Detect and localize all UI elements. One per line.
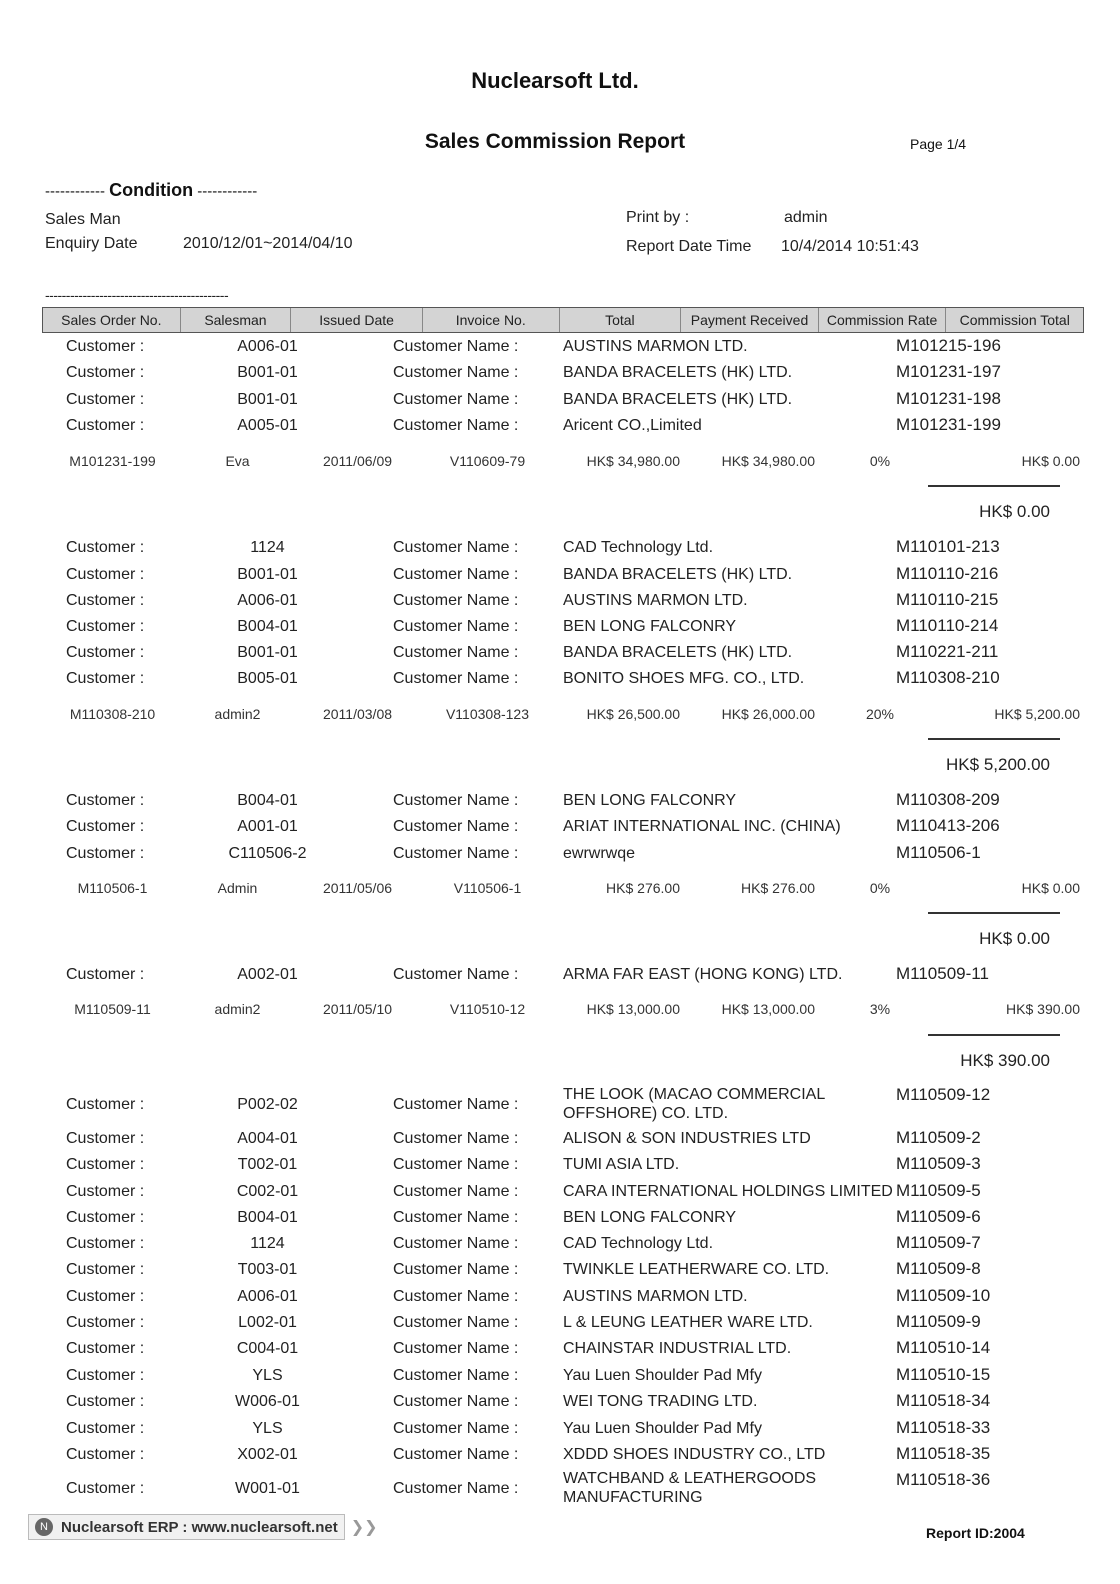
customer-label: Customer : <box>66 566 145 583</box>
sales-order-no: M110110-214 <box>896 616 999 635</box>
sales-order-no: M110518-34 <box>896 1391 991 1410</box>
customer-name: WATCHBAND & LEATHERGOODS MANUFACTURING <box>563 1470 817 1506</box>
detail-issued-date: 2011/06/09 <box>322 453 393 469</box>
detail-commission-rate: 0% <box>869 880 891 896</box>
column-header: Salesman <box>181 308 292 332</box>
customer-name: BANDA BRACELETS (HK) LTD. <box>563 644 793 661</box>
page-indicator: Page 1/4 <box>910 136 967 152</box>
customer-code: C002-01 <box>236 1183 299 1200</box>
customer-code: B005-01 <box>237 670 298 687</box>
customer-name: CAD Technology Ltd. <box>563 539 714 556</box>
detail-sales-order: M101231-199 <box>69 453 156 469</box>
customer-name-label: Customer Name : <box>393 338 519 355</box>
customer-label: Customer : <box>66 1446 145 1463</box>
detail-salesman: Eva <box>225 453 250 469</box>
sales-order-no: M110509-10 <box>896 1286 991 1305</box>
customer-code: B001-01 <box>237 391 298 408</box>
customer-name-label: Customer Name : <box>393 539 519 556</box>
customer-label: Customer : <box>66 845 145 862</box>
customer-name: BANDA BRACELETS (HK) LTD. <box>563 391 793 408</box>
customer-code: A004-01 <box>237 1130 298 1147</box>
detail-commission-rate: 3% <box>869 1001 891 1017</box>
customer-name: CHAINSTAR INDUSTRIAL LTD. <box>563 1340 792 1357</box>
sales-order-no: M110221-211 <box>896 642 999 661</box>
detail-salesman: admin2 <box>214 1001 261 1017</box>
column-header: Invoice No. <box>423 308 560 332</box>
sales-order-no: M110509-11 <box>896 964 989 983</box>
detail-payment-received: HK$ 276.00 <box>741 880 815 896</box>
sales-order-no: M101215-196 <box>896 336 1001 355</box>
sales-order-no: M110509-8 <box>896 1259 981 1278</box>
customer-code: A005-01 <box>237 417 298 434</box>
sales-order-no: M110101-213 <box>896 537 1000 556</box>
customer-name-label: Customer Name : <box>393 1446 519 1463</box>
customer-label: Customer : <box>66 592 145 609</box>
customer-label: Customer : <box>66 1096 145 1113</box>
footer-logo <box>28 1514 380 1540</box>
customer-label: Customer : <box>66 818 145 835</box>
double-chevron-right-icon: ❯❯ <box>350 1519 378 1536</box>
report-title: Sales Commission Report <box>424 130 686 153</box>
customer-label: Customer : <box>66 391 145 408</box>
subtotal-rule <box>928 912 1060 914</box>
customer-code: 1124 <box>250 539 285 556</box>
detail-sales-order: M110308-210 <box>69 706 156 722</box>
detail-total: HK$ 276.00 <box>606 880 680 896</box>
detail-commission-total: HK$ 0.00 <box>1021 453 1080 469</box>
customer-code: YLS <box>252 1420 283 1437</box>
detail-payment-received: HK$ 34,980.00 <box>721 453 815 469</box>
sales-order-no: M110308-210 <box>896 668 1000 687</box>
customer-name-label: Customer Name : <box>393 1096 519 1113</box>
customer-name: CAD Technology Ltd. <box>563 1235 714 1252</box>
customer-name-label: Customer Name : <box>393 417 519 434</box>
sales-man-label: Sales Man <box>45 211 121 228</box>
customer-code: T003-01 <box>237 1261 298 1278</box>
customer-name: AUSTINS MARMON LTD. <box>563 338 748 355</box>
customer-name-label: Customer Name : <box>393 818 519 835</box>
customer-name-label: Customer Name : <box>393 1314 519 1331</box>
customer-label: Customer : <box>66 417 145 434</box>
condition-separator: -------------------------------------------- <box>45 287 229 303</box>
customer-code: X002-01 <box>237 1446 298 1463</box>
customer-label: Customer : <box>66 1314 145 1331</box>
customer-name-label: Customer Name : <box>393 845 519 862</box>
customer-label: Customer : <box>66 1183 145 1200</box>
group-subtotal: HK$ 0.00 <box>979 502 1050 521</box>
customer-name-label: Customer Name : <box>393 670 519 687</box>
customer-label: Customer : <box>66 1261 145 1278</box>
detail-sales-order: M110509-11 <box>74 1001 151 1017</box>
customer-name: BEN LONG FALCONRY <box>563 618 737 635</box>
customer-code: B001-01 <box>237 566 298 583</box>
customer-name: TWINKLE LEATHERWARE CO. LTD. <box>563 1261 830 1278</box>
customer-code: C004-01 <box>236 1340 299 1357</box>
customer-name-label: Customer Name : <box>393 1183 519 1200</box>
detail-payment-received: HK$ 13,000.00 <box>721 1001 815 1017</box>
column-header: Commission Total <box>959 312 1070 328</box>
customer-name-label: Customer Name : <box>393 1261 519 1278</box>
customer-code: B001-01 <box>237 644 298 661</box>
customer-code: 1124 <box>250 1235 285 1252</box>
condition-label: Condition <box>109 180 194 200</box>
detail-issued-date: 2011/05/06 <box>322 880 393 896</box>
column-header: Total <box>560 308 682 332</box>
customer-label: Customer : <box>66 1156 145 1173</box>
nuclearsoft-logo-icon: N <box>35 1518 53 1536</box>
customer-code: W006-01 <box>235 1393 300 1410</box>
customer-label: Customer : <box>66 618 145 635</box>
customer-name-label: Customer Name : <box>393 1367 519 1384</box>
sales-order-no: M110509-3 <box>896 1154 981 1173</box>
customer-name-label: Customer Name : <box>393 1130 519 1147</box>
sales-order-no: M110509-12 <box>896 1085 991 1104</box>
customer-name: WEI TONG TRADING LTD. <box>563 1393 758 1410</box>
customer-name-label: Customer Name : <box>393 1393 519 1410</box>
group-subtotal: HK$ 5,200.00 <box>946 755 1050 774</box>
detail-invoice-no: V110510-12 <box>449 1001 526 1017</box>
customer-name-label: Customer Name : <box>393 618 519 635</box>
detail-salesman: admin2 <box>214 706 261 722</box>
customer-label: Customer : <box>66 966 145 983</box>
sales-order-no: M110509-9 <box>896 1312 981 1331</box>
detail-commission-total: HK$ 390.00 <box>1006 1001 1080 1017</box>
footer-logo-box <box>28 1514 345 1540</box>
customer-label: Customer : <box>66 539 145 556</box>
sales-order-no: M110509-7 <box>896 1233 981 1252</box>
customer-name: AUSTINS MARMON LTD. <box>563 592 748 609</box>
detail-total: HK$ 34,980.00 <box>586 453 680 469</box>
enquiry-date-label: Enquiry Date <box>45 235 138 252</box>
customer-code: T002-01 <box>237 1156 298 1173</box>
sales-order-no: M110308-209 <box>896 790 1000 809</box>
sales-order-no: M110509-6 <box>896 1207 981 1226</box>
customer-name: ewrwrwqe <box>563 845 636 862</box>
sales-order-no: M110518-36 <box>896 1470 991 1489</box>
customer-name-label: Customer Name : <box>393 644 519 661</box>
customer-label: Customer : <box>66 364 145 381</box>
sales-order-no: M110110-216 <box>896 564 999 583</box>
customer-code: A001-01 <box>237 818 298 835</box>
customer-label: Customer : <box>66 670 145 687</box>
customer-code: L002-01 <box>238 1314 297 1331</box>
sales-order-no: M110413-206 <box>896 816 1000 835</box>
customer-label: Customer : <box>66 1130 145 1147</box>
customer-label: Customer : <box>66 644 145 661</box>
customer-name-label: Customer Name : <box>393 1235 519 1252</box>
detail-total: HK$ 13,000.00 <box>586 1001 680 1017</box>
column-header: Sales Order No. <box>43 308 181 332</box>
customer-name: ARMA FAR EAST (HONG KONG) LTD. <box>563 966 843 983</box>
customer-name-label: Customer Name : <box>393 1340 519 1357</box>
report-datetime-label: Report Date Time <box>626 238 752 255</box>
subtotal-rule <box>928 738 1060 740</box>
customer-label: Customer : <box>66 338 145 355</box>
customer-code: B004-01 <box>237 618 298 635</box>
customer-name-label: Customer Name : <box>393 1209 519 1226</box>
customer-name: Yau Luen Shoulder Pad Mfy <box>563 1367 762 1384</box>
detail-commission-rate: 0% <box>869 453 891 469</box>
enquiry-date-value: 2010/12/01~2014/04/10 <box>183 235 353 252</box>
customer-name: BEN LONG FALCONRY <box>563 792 737 809</box>
report-datetime-value: 10/4/2014 10:51:43 <box>781 238 919 255</box>
customer-name-label: Customer Name : <box>393 1156 519 1173</box>
customer-name: TUMI ASIA LTD. <box>563 1156 680 1173</box>
subtotal-rule <box>928 1034 1060 1036</box>
group-subtotal: HK$ 390.00 <box>960 1051 1050 1070</box>
detail-issued-date: 2011/03/08 <box>322 706 393 722</box>
customer-label: Customer : <box>66 1288 145 1305</box>
sales-order-no: M101231-199 <box>896 415 1001 434</box>
customer-code: B004-01 <box>237 1209 298 1226</box>
customer-name: Aricent CO.,Limited <box>563 417 702 434</box>
print-by-value: admin <box>784 209 828 226</box>
customer-label: Customer : <box>66 792 145 809</box>
customer-name: ARIAT INTERNATIONAL INC. (CHINA) <box>563 818 841 835</box>
customer-name-label: Customer Name : <box>393 1480 519 1497</box>
customer-label: Customer : <box>66 1367 145 1384</box>
group-subtotal: HK$ 0.00 <box>979 929 1050 948</box>
subtotal-rule <box>928 485 1060 487</box>
customer-name: XDDD SHOES INDUSTRY CO., LTD <box>563 1446 826 1463</box>
column-header-row <box>42 307 1084 333</box>
customer-name-label: Customer Name : <box>393 1288 519 1305</box>
customer-code: A006-01 <box>237 338 298 355</box>
customer-code: YLS <box>252 1367 283 1384</box>
sales-order-no: M101231-197 <box>896 362 1001 381</box>
column-header: Commission Rate <box>819 308 947 332</box>
customer-name: BANDA BRACELETS (HK) LTD. <box>563 364 793 381</box>
sales-order-no: M110110-215 <box>896 590 999 609</box>
condition-header: ------------ Condition ------------ <box>45 180 258 200</box>
customer-name-label: Customer Name : <box>393 966 519 983</box>
company-name: Nuclearsoft Ltd. <box>471 68 639 93</box>
customer-name-label: Customer Name : <box>393 1420 519 1437</box>
customer-label: Customer : <box>66 1235 145 1252</box>
customer-name-label: Customer Name : <box>393 391 519 408</box>
detail-commission-rate: 20% <box>865 706 895 722</box>
customer-name: THE LOOK (MACAO COMMERCIAL OFFSHORE) CO. LTD. <box>563 1086 825 1122</box>
customer-name: ALISON & SON INDUSTRIES LTD <box>563 1130 811 1147</box>
customer-name-label: Customer Name : <box>393 566 519 583</box>
customer-name: AUSTINS MARMON LTD. <box>563 1288 748 1305</box>
detail-invoice-no: V110609-79 <box>449 453 526 469</box>
customer-name: Yau Luen Shoulder Pad Mfy <box>563 1420 762 1437</box>
customer-code: B001-01 <box>237 364 298 381</box>
sales-order-no: M110510-14 <box>896 1338 991 1357</box>
footer-logo-text: Nuclearsoft ERP : www.nuclearsoft.net <box>61 1518 338 1536</box>
sales-order-no: M110518-35 <box>896 1444 991 1463</box>
detail-invoice-no: V110506-1 <box>453 880 522 896</box>
customer-name: BONITO SHOES MFG. CO., LTD. <box>563 670 805 687</box>
customer-label: Customer : <box>66 1480 145 1497</box>
detail-commission-total: HK$ 5,200.00 <box>994 706 1080 722</box>
detail-commission-total: HK$ 0.00 <box>1021 880 1080 896</box>
column-header: Issued Date <box>291 308 423 332</box>
customer-code: W001-01 <box>235 1480 300 1497</box>
customer-name: L & LEUNG LEATHER WARE LTD. <box>563 1314 813 1331</box>
sales-order-no: M110510-15 <box>896 1365 991 1384</box>
customer-label: Customer : <box>66 1340 145 1357</box>
sales-order-no: M110506-1 <box>896 843 981 862</box>
customer-code: B004-01 <box>237 792 298 809</box>
print-by-label: Print by : <box>626 209 690 226</box>
sales-order-no: M110509-5 <box>896 1181 981 1200</box>
sales-order-no: M110509-2 <box>896 1128 981 1147</box>
customer-label: Customer : <box>66 1209 145 1226</box>
customer-label: Customer : <box>66 1393 145 1410</box>
detail-total: HK$ 26,500.00 <box>586 706 680 722</box>
detail-payment-received: HK$ 26,000.00 <box>721 706 815 722</box>
customer-name-label: Customer Name : <box>393 364 519 381</box>
detail-sales-order: M110506-1 <box>77 880 148 896</box>
customer-code: A002-01 <box>237 966 298 983</box>
customer-code: A006-01 <box>237 1288 298 1305</box>
detail-issued-date: 2011/05/10 <box>322 1001 393 1017</box>
customer-name-label: Customer Name : <box>393 592 519 609</box>
column-header: Payment Received <box>681 308 819 332</box>
detail-invoice-no: V110308-123 <box>445 706 530 722</box>
customer-name: CARA INTERNATIONAL HOLDINGS LIMITED <box>563 1183 893 1200</box>
sales-order-no: M101231-198 <box>896 389 1001 408</box>
customer-name: BEN LONG FALCONRY <box>563 1209 737 1226</box>
detail-salesman: Admin <box>217 880 258 896</box>
customer-name: BANDA BRACELETS (HK) LTD. <box>563 566 793 583</box>
report-id: Report ID:2004 <box>926 1525 1025 1541</box>
customer-code: C110506-2 <box>228 845 307 862</box>
customer-code: P002-02 <box>237 1096 298 1113</box>
customer-label: Customer : <box>66 1420 145 1437</box>
customer-code: A006-01 <box>237 592 298 609</box>
sales-order-no: M110518-33 <box>896 1418 991 1437</box>
customer-name-label: Customer Name : <box>393 792 519 809</box>
